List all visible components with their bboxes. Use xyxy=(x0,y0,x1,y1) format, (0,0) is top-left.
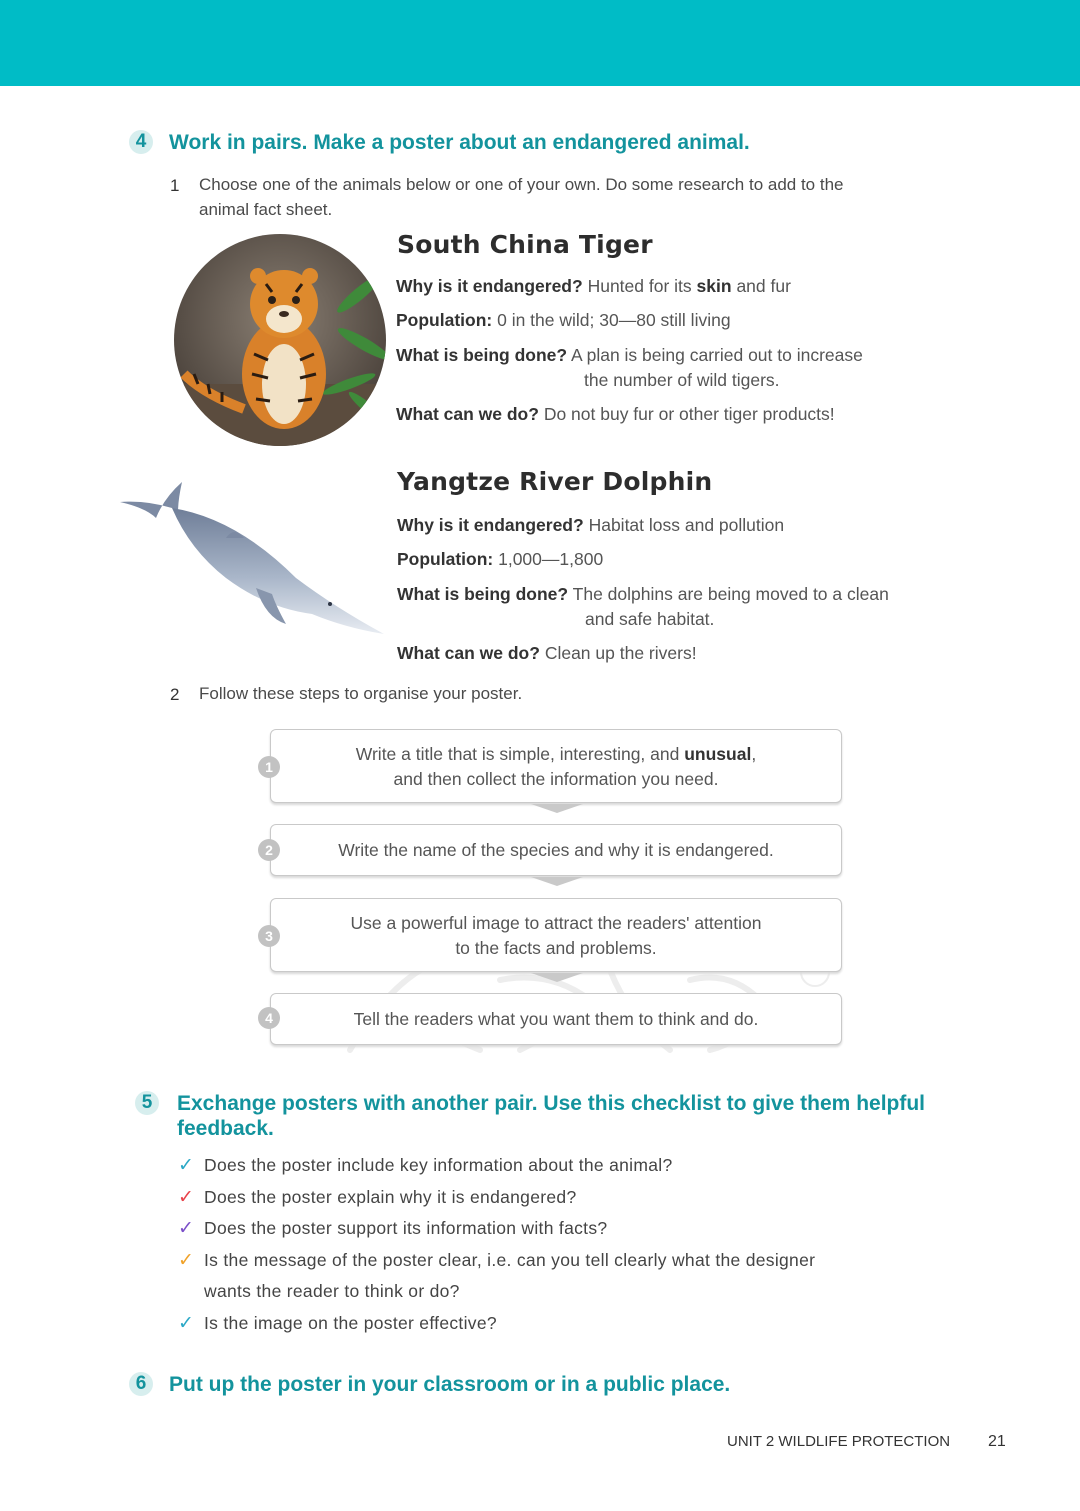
checklist-item-4 xyxy=(178,1245,815,1307)
tiger-why-bold: skin xyxy=(696,276,732,296)
checklist-item-4-text: Is the message of the poster clear, i.e. can you tell clearly what the designer xyxy=(204,1250,816,1270)
step-1-line-1: Choose one of the animals below or one of your own. Do some research to add to the xyxy=(199,175,844,194)
dolphin-why-label: Why is it endangered? xyxy=(397,515,584,535)
task-5-title-line-1: Exchange posters with another pair. Use this checklist to give them helpful xyxy=(177,1092,926,1115)
dolphin-pop-value: 1,000—1,800 xyxy=(498,549,604,569)
task-4-number: 4 xyxy=(129,130,153,154)
checklist-item-5 xyxy=(178,1308,497,1339)
step-1-text xyxy=(199,172,844,222)
task-5-title xyxy=(177,1091,925,1141)
task-5-number: 5 xyxy=(135,1091,159,1115)
flow-step-1-post: , xyxy=(751,744,757,764)
tiger-can-label: What can we do? xyxy=(396,404,539,424)
tiger-can-value: Do not buy fur or other tiger products! xyxy=(543,404,835,424)
check-icon: ✓ xyxy=(178,1313,195,1334)
tiger-done xyxy=(396,343,956,393)
checklist-item-3-text: Does the poster support its information with facts? xyxy=(204,1218,608,1238)
dolphin-can-value: Clean up the rivers! xyxy=(544,643,697,663)
dolphin-can-label: What can we do? xyxy=(397,643,540,663)
check-icon: ✓ xyxy=(178,1187,195,1208)
checklist-item-3 xyxy=(178,1213,607,1244)
checklist-item-4-text-2: wants the reader to think or do? xyxy=(204,1281,460,1301)
flow-step-1-number: 1 xyxy=(258,756,280,778)
dolphin-illustration xyxy=(116,478,392,640)
flow-step-3-number: 3 xyxy=(258,925,280,947)
tiger-pop-value: 0 in the wild; 30—80 still living xyxy=(497,310,731,330)
check-icon: ✓ xyxy=(178,1250,195,1271)
dolphin-why-value: Habitat loss and pollution xyxy=(588,515,785,535)
tiger-name: South China Tiger xyxy=(397,230,653,259)
dolphin-done-line-2: and safe habitat. xyxy=(585,609,715,629)
step-2-number: 2 xyxy=(170,685,180,704)
tiger-why-label: Why is it endangered? xyxy=(396,276,583,296)
task-6-number: 6 xyxy=(129,1372,153,1396)
flow-step-2 xyxy=(270,824,842,876)
dolphin-done xyxy=(397,582,967,632)
tiger-population xyxy=(396,308,731,333)
flow-step-1-line-2: and then collect the information you need. xyxy=(393,769,719,789)
tiger-done-line-2: the number of wild tigers. xyxy=(584,370,780,390)
footer-page-number: 21 xyxy=(988,1433,1006,1450)
footer-unit-label: UNIT 2 WILDLIFE PROTECTION xyxy=(727,1433,951,1450)
tiger-done-label: What is being done? xyxy=(396,345,568,365)
task-4-title: Work in pairs. Make a poster about an endangered animal. xyxy=(169,131,750,154)
step-1-line-2: animal fact sheet. xyxy=(199,200,333,219)
task-5-title-line-2: feedback. xyxy=(177,1117,274,1140)
checklist-item-5-text: Is the image on the poster effective? xyxy=(204,1313,497,1333)
flow-step-1 xyxy=(270,729,842,803)
flow-step-3-line-2: to the facts and problems. xyxy=(455,938,657,958)
checklist-item-2 xyxy=(178,1182,576,1213)
flow-step-2-text: Write the name of the species and why it is endangered. xyxy=(338,840,774,860)
dolphin-done-line-1: The dolphins are being moved to a clean xyxy=(572,584,889,604)
flow-step-4-text: Tell the readers what you want them to think and do. xyxy=(353,1009,759,1029)
dolphin-name: Yangtze River Dolphin xyxy=(397,467,713,496)
check-icon: ✓ xyxy=(178,1155,195,1176)
flow-step-4 xyxy=(270,993,842,1045)
flow-step-3 xyxy=(270,898,842,972)
flow-step-2-number: 2 xyxy=(258,839,280,861)
tiger-can xyxy=(396,402,835,427)
flow-step-3-line-1: Use a powerful image to attract the readers' attention xyxy=(350,913,762,933)
flow-arrow-2 xyxy=(531,877,583,886)
flow-step-4-number: 4 xyxy=(258,1007,280,1029)
check-icon: ✓ xyxy=(178,1218,195,1239)
checklist-item-1-text: Does the poster include key information about the animal? xyxy=(204,1155,673,1175)
tiger-photo xyxy=(174,234,386,446)
dolphin-pop-label: Population: xyxy=(397,549,494,569)
task-6-title: Put up the poster in your classroom or in a public place. xyxy=(169,1373,731,1396)
checklist-item-2-text: Does the poster explain why it is endangered? xyxy=(204,1187,577,1207)
dolphin-can xyxy=(397,641,697,666)
dolphin-population xyxy=(397,547,603,572)
dolphin-why xyxy=(397,513,784,538)
tiger-why xyxy=(396,274,791,299)
step-2-text: Follow these steps to organise your poster. xyxy=(199,684,523,703)
tiger-why-pre: Hunted for its xyxy=(587,276,692,296)
top-color-band xyxy=(0,0,1080,86)
tiger-pop-label: Population: xyxy=(396,310,493,330)
step-1-number: 1 xyxy=(170,176,180,195)
tiger-why-post: and fur xyxy=(736,276,791,296)
dolphin-done-label: What is being done? xyxy=(397,584,569,604)
flow-step-1-pre: Write a title that is simple, interesting, and xyxy=(355,744,680,764)
tiger-done-line-1: A plan is being carried out to increase xyxy=(571,345,863,365)
checklist-item-1 xyxy=(178,1150,672,1181)
flow-step-1-bold: unusual xyxy=(684,744,752,764)
flow-arrow-3 xyxy=(531,973,583,982)
flow-arrow-1 xyxy=(531,804,583,813)
